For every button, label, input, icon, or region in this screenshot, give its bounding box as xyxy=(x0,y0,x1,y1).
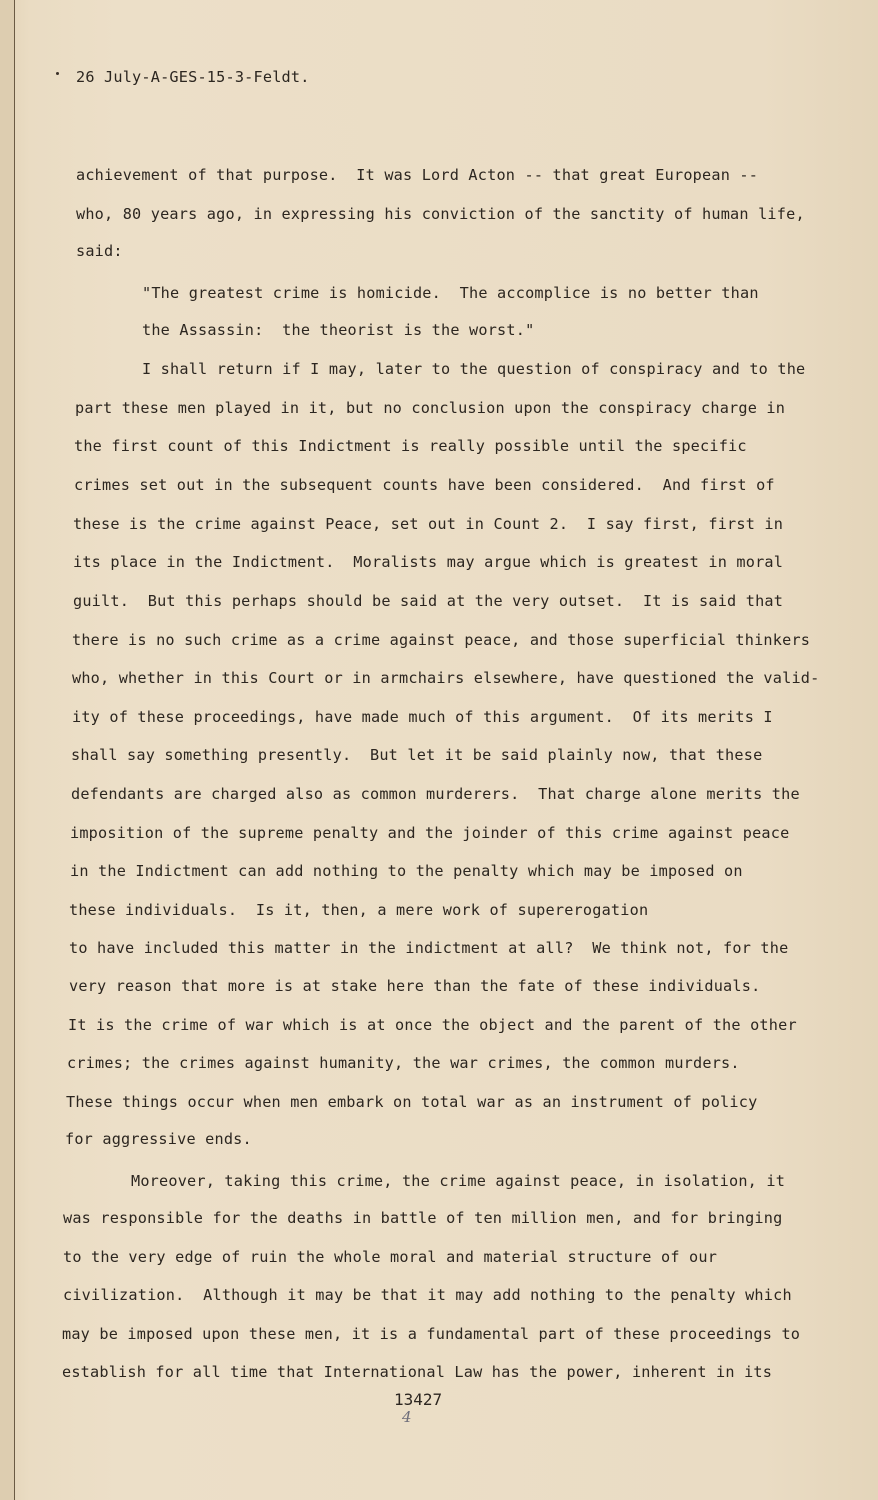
text-line: crimes; the crimes against humanity, the war crimes, the common murders. xyxy=(67,1054,740,1072)
text-line: part these men played in it, but no conclusion upon the conspiracy charge in xyxy=(75,399,786,417)
handwritten-page-number: 4 xyxy=(402,1408,412,1426)
text-line: these is the crime against Peace, set out in Count 2. I say first, first in xyxy=(73,515,784,533)
text-line: civilization. Although it may be that it may add nothing to the penalty which xyxy=(63,1286,792,1304)
text-line: these individuals. Is it, then, a mere work of supererogation xyxy=(69,901,649,919)
text-line: there is no such crime as a crime against peace, and those superficial thinkers xyxy=(72,631,811,649)
text-line: in the Indictment can add nothing to the penalty which may be imposed on xyxy=(70,862,743,880)
text-line: defendants are charged also as common murderers. That charge alone merits the xyxy=(71,785,800,803)
text-line: imposition of the supreme penalty and the joinder of this crime against peace xyxy=(70,824,790,842)
text-line: These things occur when men embark on total war as an instrument of policy xyxy=(66,1093,758,1111)
text-line: establish for all time that International Law has the power, inherent in its xyxy=(62,1363,773,1381)
quote-line: the Assassin: the theorist is the worst." xyxy=(142,321,535,339)
text-line: to have included this matter in the indictment at all? We think not, for the xyxy=(69,939,789,957)
text-line: shall say something presently. But let it be said plainly now, that these xyxy=(71,746,763,764)
paragraph-start: I shall return if I may, later to the question of conspiracy and to the xyxy=(142,360,806,378)
text-line: crimes set out in the subsequent counts have been considered. And first of xyxy=(74,476,775,494)
text-line: who, whether in this Court or in armchairs elsewhere, have questioned the valid- xyxy=(72,669,820,687)
quote-line: "The greatest crime is homicide. The accomplice is no better than xyxy=(142,284,759,302)
text-line: guilt. But this perhaps should be said at the very outset. It is said that xyxy=(73,592,784,610)
text-line: for aggressive ends. xyxy=(65,1130,252,1148)
text-line: very reason that more is at stake here than the fate of these individuals. xyxy=(69,977,761,995)
page-number: 13427 xyxy=(394,1390,443,1409)
text-line: may be imposed upon these men, it is a fundamental part of these proceedings to xyxy=(62,1325,801,1343)
punch-mark xyxy=(56,72,59,75)
paragraph-start: Moreover, taking this crime, the crime against peace, in isolation, it xyxy=(131,1172,786,1190)
text-line: ity of these proceedings, have made much of this argument. Of its merits I xyxy=(72,708,773,726)
text-line: the first count of this Indictment is really possible until the specific xyxy=(74,437,747,455)
page-binding-edge xyxy=(0,0,15,1500)
text-line: who, 80 years ago, in expressing his conviction of the sanctity of human life, xyxy=(76,205,805,223)
text-line: to the very edge of ruin the whole moral and material structure of our xyxy=(63,1248,718,1266)
text-line: said: xyxy=(76,242,123,260)
page-header: 26 July-A-GES-15-3-Feldt. xyxy=(76,68,310,86)
text-line: It is the crime of war which is at once the object and the parent of the other xyxy=(68,1016,797,1034)
text-line: its place in the Indictment. Moralists may argue which is greatest in moral xyxy=(73,553,784,571)
text-line: achievement of that purpose. It was Lord Acton -- that great European -- xyxy=(76,166,759,184)
text-line: was responsible for the deaths in battle of ten million men, and for bringing xyxy=(63,1209,783,1227)
